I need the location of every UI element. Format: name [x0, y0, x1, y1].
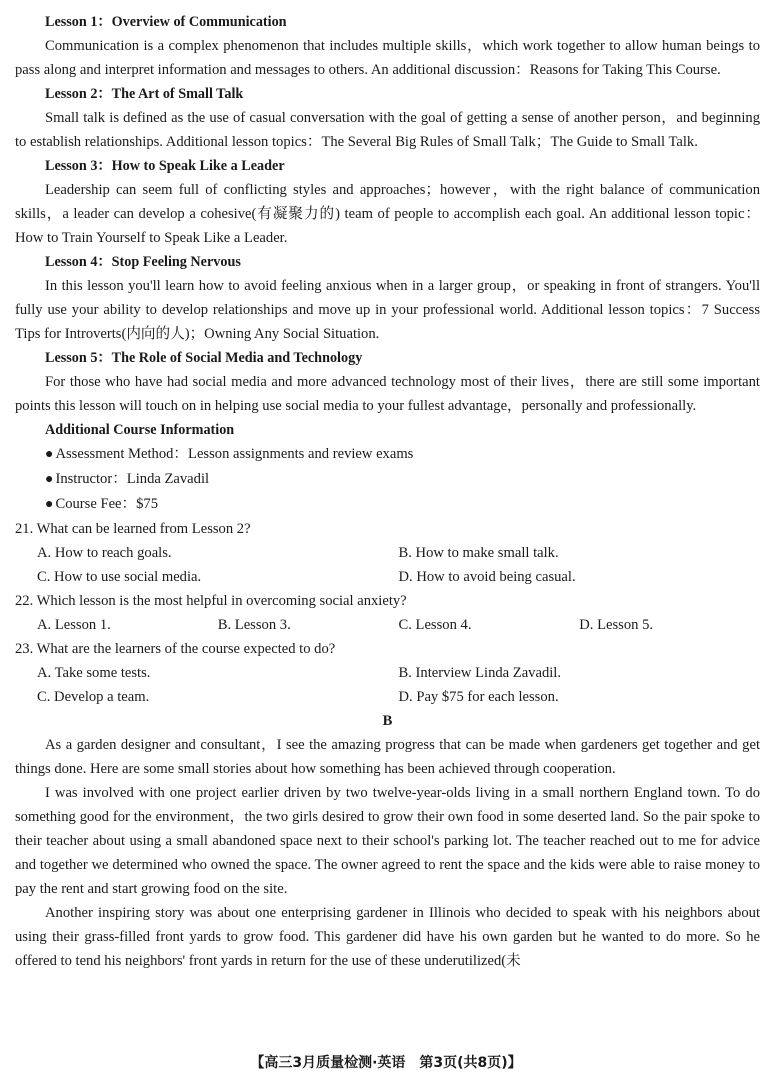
- option-a: A. Lesson 1.: [37, 617, 111, 633]
- bullet-icon: ●: [45, 447, 54, 462]
- option-c: C. Develop a team.: [37, 689, 150, 705]
- option-b: B. Lesson 3.: [217, 617, 291, 633]
- question-22: [15, 589, 760, 637]
- lesson-title: Lesson 5：The Role of Social Media and Technology: [45, 350, 363, 366]
- lesson-title: Lesson 4：Stop Feeling Nervous: [45, 254, 241, 270]
- bullet-icon: ●: [45, 472, 54, 487]
- option-c: C. Lesson 4.: [398, 617, 472, 633]
- lesson-body: Communication is a complex phenomenon that includes multiple skills，which work together to allow human beings to pass along and interpret information and messages to others. An additional discussion：Reasons for Taking This Course.: [15, 38, 760, 78]
- passage-paragraph: Another inspiring story was about one enterprising gardener in Illinois who decided to speak with his neighbors about using their grass-filled front yards to grow food. This gardener did have his own garden but he wanted to do more. So he offered to tend his neighbors' front yards in return for the use of these underutilized(未: [15, 905, 760, 969]
- lesson-body: Leadership can seem full of conflicting styles and approaches；however，with the right balance of communication skills，a leader can develop a cohesive(有凝聚力的) team of people to accomplish each goal. An additional lesson topic：How to Train Yourself to Speak Like a Leader.: [15, 182, 760, 246]
- lesson-4: [15, 250, 760, 346]
- question-stem: 23. What are the learners of the course expected to do?: [15, 641, 336, 657]
- lesson-title: Lesson 3：How to Speak Like a Leader: [45, 158, 285, 174]
- lesson-body: For those who have had social media and more advanced technology most of their lives，there are still some important points this lesson will touch on in helping use social media to your fullest advantage，personally and professionally.: [15, 374, 760, 414]
- lesson-3: [15, 154, 760, 250]
- lesson-title: Lesson 2：The Art of Small Talk: [45, 86, 244, 102]
- question-23: [15, 637, 760, 709]
- page-footer: 【高三3月质量检测·英语 第3页(共8页)】: [250, 1055, 522, 1071]
- additional-info-title: Additional Course Information: [45, 422, 235, 438]
- list-item: ● Instructor：Linda Zavadil: [45, 471, 210, 487]
- question-stem: 22. Which lesson is the most helpful in overcoming social anxiety?: [15, 593, 407, 609]
- option-a: A. Take some tests.: [37, 665, 151, 681]
- question-21: [15, 517, 760, 589]
- lesson-2: [15, 82, 760, 154]
- lesson-body: In this lesson you'll learn how to avoid feeling anxious when in a larger group，or speaking in front of strangers. You'll fully use your ability to develop relationships and move up in your professional world. Additional lesson topics：7 Success Tips for Introverts(内向的人)；Owning Any Social Situation.: [15, 278, 760, 342]
- lesson-5: [15, 346, 760, 418]
- page-content: [15, 10, 760, 973]
- lesson-1: [15, 10, 760, 82]
- section-b-label: B: [382, 713, 393, 729]
- option-d: D. Lesson 5.: [579, 617, 654, 633]
- passage-paragraph: I was involved with one project earlier driven by two twelve-year-olds living in a small northern England town. To do something good for the environment，the two girls desired to grow their own food in some deserted land. So the pair spoke to their teacher about using a small abandoned space next to their school's parking lot. The teacher reached out to me for advice and together we determined who owned the space. The owner agreed to rent the space and the kids were able to raise money to pay the rent and start growing food on the site.: [15, 785, 760, 897]
- additional-info: [15, 418, 760, 517]
- option-d: D. How to avoid being casual.: [398, 569, 576, 585]
- list-item: ● Assessment Method：Lesson assignments and review exams: [45, 446, 414, 462]
- option-b: B. How to make small talk.: [398, 545, 559, 561]
- option-c: C. How to use social media.: [37, 569, 202, 585]
- option-a: A. How to reach goals.: [37, 545, 172, 561]
- passage-paragraph: As a garden designer and consultant，I see the amazing progress that can be made when gardeners get together and get things done. Here are some small stories about how something has been achieved through cooperation.: [15, 737, 760, 777]
- lesson-body: Small talk is defined as the use of casual conversation with the goal of getting a sense of another person，and beginning to establish relationships. Additional lesson topics：The Several Big Rules of Small Talk；The Guide to Small Talk.: [15, 110, 760, 150]
- option-d: D. Pay $75 for each lesson.: [398, 689, 559, 705]
- option-b: B. Interview Linda Zavadil.: [398, 665, 562, 681]
- bullet-icon: ●: [45, 497, 54, 512]
- list-item: ● Course Fee：$75: [45, 496, 159, 512]
- question-stem: 21. What can be learned from Lesson 2?: [15, 521, 251, 537]
- lesson-title: Lesson 1：Overview of Communication: [45, 14, 287, 30]
